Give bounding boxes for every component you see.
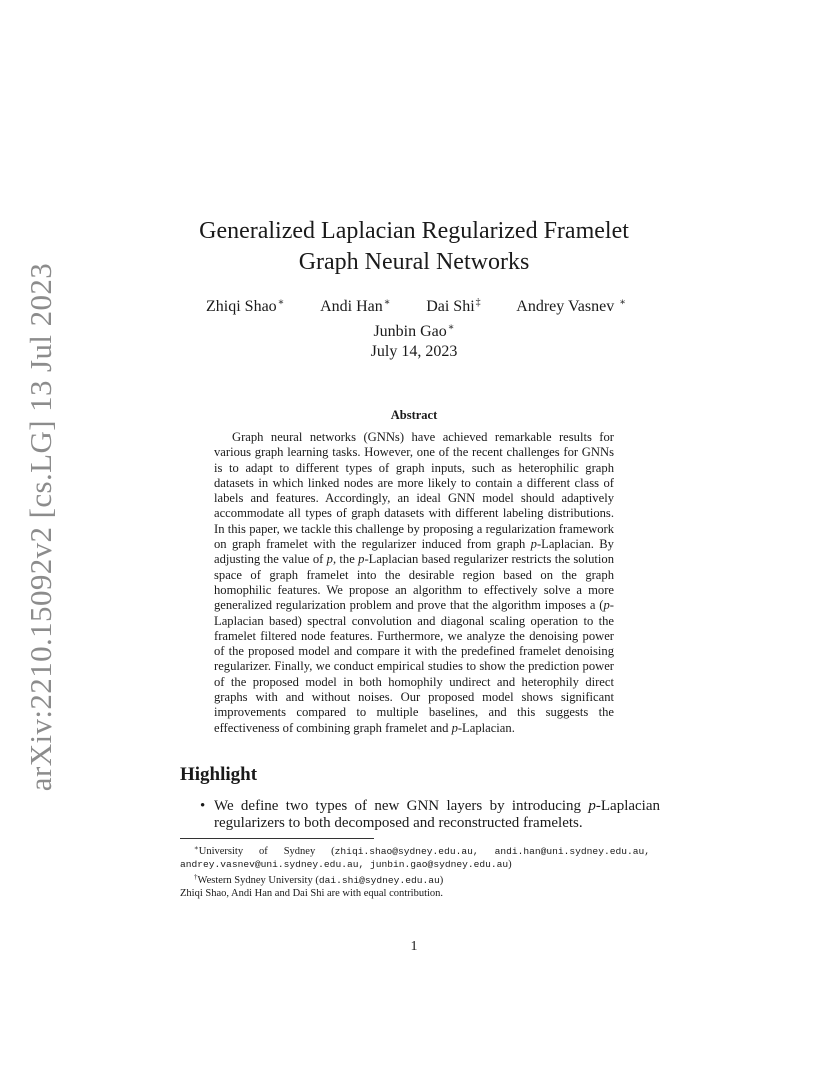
author-gao: Junbin Gao∗ [373, 322, 455, 340]
title-line-2: Graph Neural Networks [298, 249, 530, 275]
author-shao: Zhiqi Shao∗ [206, 297, 285, 315]
footnote-equal-contribution: Zhiqi Shao, Andi Han and Dai Shi are with equal contribution. [180, 888, 444, 899]
abstract-text: Graph neural networks (GNNs) have achieved remarkable results for various graph learning tasks. However, one of the recent challenges for GNNs is to adapt to different types of graph inputs, such as heterophilic graph datasets in which linked nodes are more likely to contain a different class of labels and features. Accordingly, an ideal GNN model should adaptively accommodate all types of graph datasets with different labeling distributions. In this paper, we tackle this challenge by proposing a regularization framework on graph framelet with the regularizer induced from graph p-Laplacian. By adjusting the value of p, the p-Laplacian based regularizer restricts the solution space of graph framelet into the desirable region based on the graph homophilic features. We propose an algorithm to effectively solve a more generalized regularization problem and prove that the algorithm imposes a (p-Laplacian based) spectral convolution and diagonal scaling operation to the framelet filtered node features. Furthermore, we analyze the denoising power of the proposed model and compare it with the predefined framelet denoising regularizer. Finally, we conduct empirical studies to show the prediction power of the proposed model in both homophily undirect and heterophily direct graphs with and without noises. Our proposed model shows significant improvements compared to multiple baselines, and this suggests the effectiveness of combining graph framelet and p-Laplacian. [214, 430, 614, 735]
author-shi: Dai Shi‡ [426, 297, 481, 315]
footnote-affiliation-2: †Western Sydney University (dai.shi@sydney.edu.au) [194, 873, 444, 886]
section-heading-highlight: Highlight [180, 764, 258, 785]
paper-date: July 14, 2023 [370, 343, 458, 360]
author-han: Andi Han∗ [320, 297, 391, 315]
footnotes [180, 842, 650, 900]
paper-title [150, 216, 678, 278]
title-line-1: Generalized Laplacian Regularized Framelet [199, 218, 629, 244]
author-row-1 [170, 292, 658, 317]
author-list [170, 292, 658, 342]
bullet-icon: • [200, 798, 206, 814]
highlight-bullet-item [200, 798, 660, 832]
footnote-affiliation-1-cont: andrey.vasnev@uni.sydney.edu.au, junbin.gao@sydney.edu.au) [180, 859, 512, 870]
arxiv-identifier: arXiv:2210.15092v2 [cs.LG] 13 Jul 2023 [23, 262, 58, 792]
arxiv-side-stamp [21, 262, 61, 792]
footnote-affiliation-1: ∗University of Sydney (zhiqi.shao@sydney.edu.au, andi.han@uni.sydney.edu.au, [194, 844, 651, 857]
highlight-text: We define two types of new GNN layers by introducing p-Laplacian regularizers to both decomposed and reconstructed framelets. [214, 798, 660, 831]
abstract-heading: Abstract [390, 408, 438, 422]
author-vasnev: Andrey Vasnev ∗ [516, 297, 626, 315]
page-number: 1 [410, 939, 418, 954]
footnote-rule [180, 838, 374, 839]
author-row-2 [170, 317, 658, 342]
